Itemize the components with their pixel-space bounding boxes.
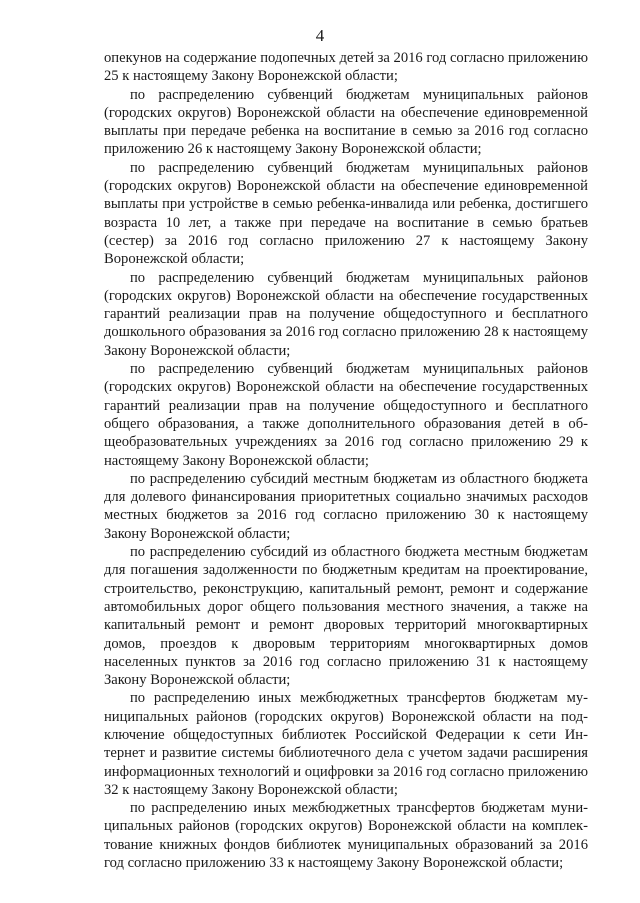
paragraph-appendix-27: по распределению субвенций бюджетам муниципальных районов (городских округов) Воронежской области на обеспечение единовременной выплаты при устройстве в семью ребенка-инвалида или ребенка, достигшего возраста 10 лет, а также при передаче на воспитание в семью братьев (сестер) за 2016 год согласно приложению 27 к настоящему Закону Воронежской области; [104, 159, 588, 268]
page-number: 4 [315, 26, 325, 45]
paragraph-appendix-29: по распределению субвенций бюджетам муниципальных районов (городских округов) Воронежской области на обеспечение государственных гарантий реализации прав на получение общедоступного и бесплатного общего образования, а также дополнительного образования детей в общеобразовательных учреждениях за 2016 год согласно приложению 29 к настоящему Закону Воронежской области; [104, 361, 588, 469]
paragraph-appendix-26: по распределению субвенций бюджетам муниципальных районов (городских округов) Воронежской области на обеспечение единовременной выплаты при передаче ребенка на воспитание в семью за 2016 год согласно приложению 26 к настоящему Закону Воронежской области; [104, 86, 588, 158]
document-body [104, 49, 588, 872]
paragraph-appendix-31: по распределению субсидий из областного бюджета местным бюджетам для погашения задолженности по бюджетным кредитам на проектирование, строительство, реконструкцию, капитальный ремонт, ремонт и содержание автомобильных дорог общего пользования местного значения, а также на капитальный ремонт и ремонт дворовых территорий многоквартирных домов, проездов к дворовым территориям многоквартирных домов населенных пунктов за 2016 год согласно приложению 31 к настоящему Закону Воронежской области; [104, 544, 588, 689]
paragraph-appendix-28: по распределению субвенций бюджетам муниципальных районов (городских округов) Воронежской области на обеспечение государственных гарантий реализации прав на получение общедоступного и бесплатного дошкольного образования за 2016 год согласно приложению 28 к настоящему Закону Воронежской области; [104, 269, 588, 359]
paragraph-appendix-30: по распределению субсидий местным бюджетам из областного бюджета для долевого финансирования приоритетных социально значимых расходов местных бюджетов за 2016 год согласно приложению 30 к настоящему Закону Воронежской области; [104, 470, 588, 542]
paragraph-appendix-32: по распределению иных межбюджетных трансфертов бюджетам муниципальных районов (городских округов) Воронежской области на подключение общедоступных библиотек Российской Федерации к сети Интернет и развитие системы библиотечного дела с учетом задачи расширения информационных технологий и оцифровки за 2016 год согласно приложению 32 к настоящему Закону Воронежской области; [104, 690, 588, 798]
paragraph-appendix-33: по распределению иных межбюджетных трансфертов бюджетам муниципальных районов (городских округов) Воронежской области на комплектование книжных фондов библиотек муниципальных образований за 2016 год согласно приложению 33 к настоящему Закону Воронежской области; [104, 800, 588, 872]
paragraph-continued: опекунов на содержание подопечных детей за 2016 год согласно приложению 25 к настоящему Закону Воронежской области; [104, 50, 588, 85]
